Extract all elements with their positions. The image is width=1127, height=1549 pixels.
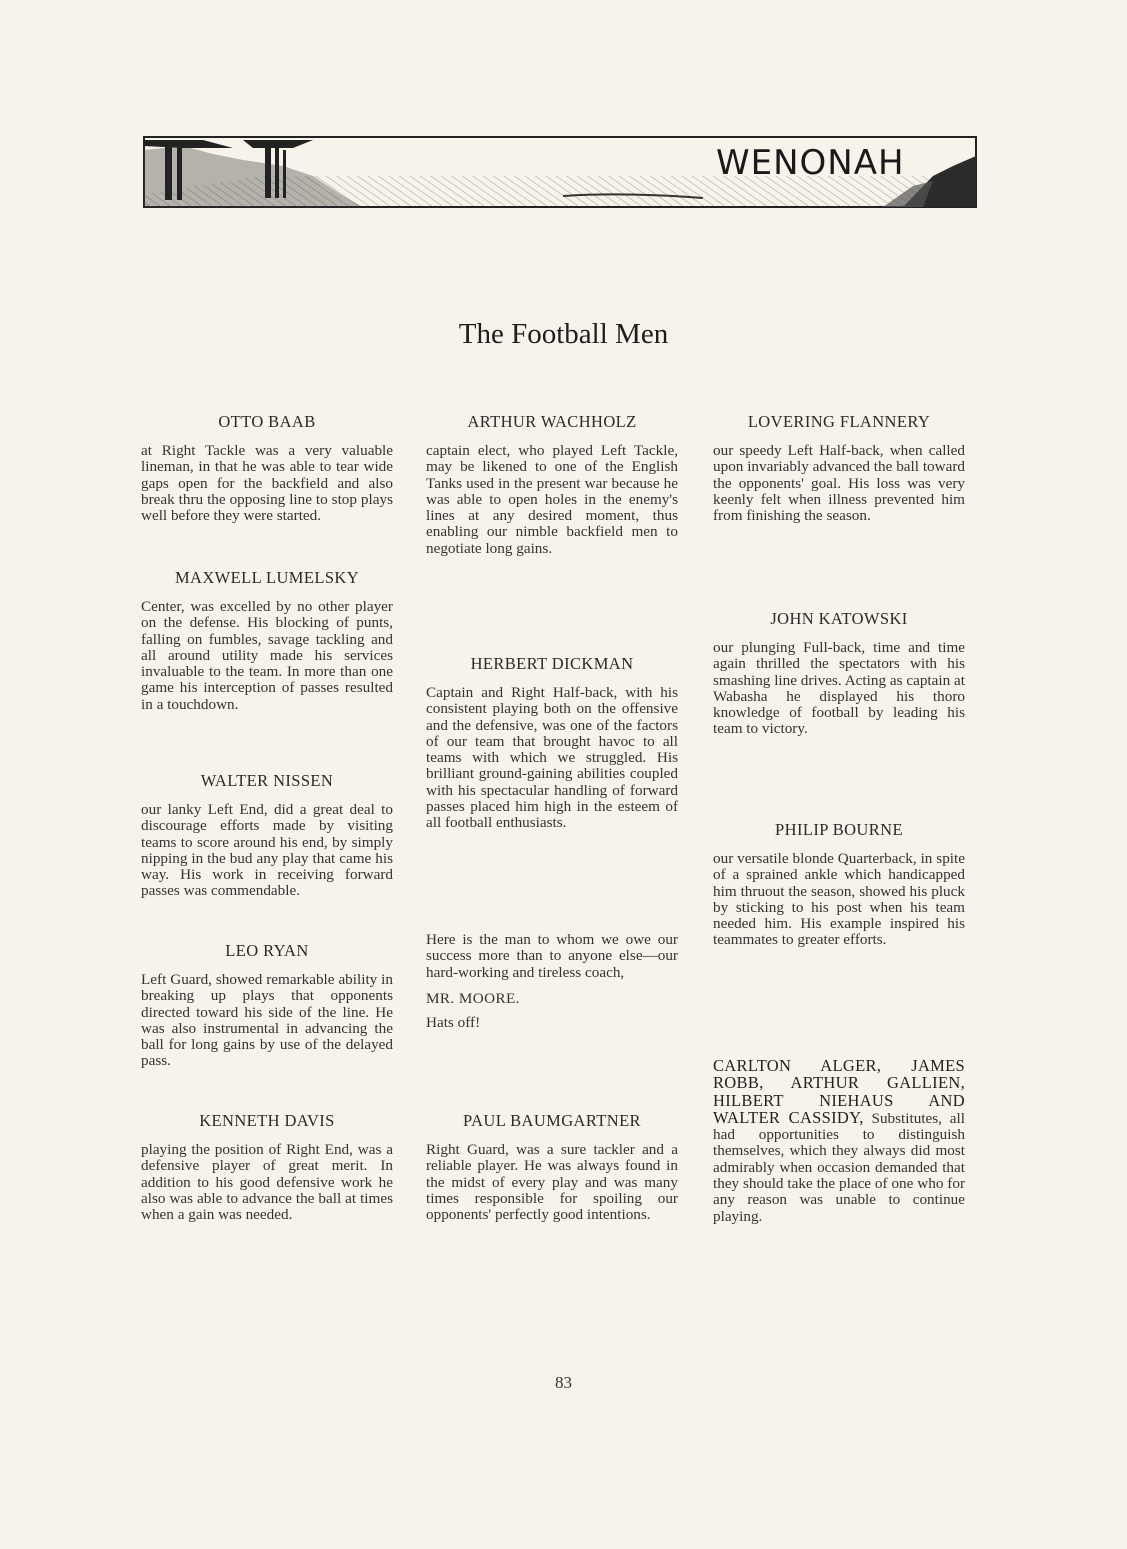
player-name: HERBERT DICKMAN	[470, 654, 634, 673]
player-name: OTTO BAAB	[218, 412, 316, 431]
player-entry	[713, 412, 965, 524]
player-name: WALTER NISSEN	[200, 771, 334, 790]
substitutes-description	[713, 1058, 965, 1225]
player-description: our plunging Full-back, time and time again thrilled the spectators with his smashing line drives. Acting as captain at Wabasha he displayed his thoro knowledge of football by leading his team to victory.	[713, 639, 965, 738]
player-name: JOHN KATOWSKI	[770, 609, 908, 628]
player-entry	[426, 1111, 678, 1223]
player-description: Right Guard, was a sure tackler and a reliable player. He was always found in the midst of every play and was many times responsible for spoiling our opponents' perfectly good intentions.	[426, 1141, 678, 1224]
substitutes-names: CARLTON ALGER, JAMES ROBB, ARTHUR GALLIEN, HILBERT NIEHAUS AND WALTER CASSIDY,	[713, 1056, 965, 1127]
player-description: captain elect, who played Left Tackle, may be likened to one of the English Tanks used in the present war because he was able to open holes in the enemy's lines at any desired moment, thus enabling our nimble backfield men to negotiate long gains.	[426, 442, 678, 557]
player-description: Center, was excelled by no other player on the defense. His blocking of punts, falling on fumbles, savage tackling and all around utility made his services invaluable to the team. In more than one game his interception of passes resulted in a touchdown.	[141, 598, 393, 713]
player-description: Captain and Right Half-back, with his consistent playing both on the offensive and the defensive, was one of the factors of our team that brought havoc to all teams with which we struggled. His brilliant ground-gaining abilities coupled with his spectacular handling of forward passes placed him high in the esteem of all football enthusiasts.	[426, 684, 678, 832]
player-name: LEO RYAN	[225, 941, 309, 960]
player-name: PHILIP BOURNE	[775, 820, 903, 839]
player-entry	[713, 609, 965, 738]
player-description: our lanky Left End, did a great deal to discourage efforts made by visiting teams to score around his end, by simply nipping in the bud any play that came his way. His work in receiving forward passes was commendable.	[141, 801, 393, 900]
player-entry	[141, 568, 393, 713]
player-entry	[141, 941, 393, 1070]
substitutes-text: Substitutes, all had opportunities to distinguish themselves, which they always did most admirably when occasion demanded that they should take the place of one who for any reason was unable to continue playing.	[713, 1109, 965, 1225]
masthead-text: WENONAH	[716, 143, 905, 183]
coach-entry	[426, 932, 678, 1031]
player-name: KENNETH DAVIS	[199, 1111, 335, 1130]
player-name: ARTHUR WACHHOLZ	[467, 412, 637, 431]
wenonah-banner	[143, 136, 977, 208]
player-description: at Right Tackle was a very valuable lineman, in that he was able to tear wide gaps open for the backfield and also break thru the opposing line to stop plays well before they were started.	[141, 442, 393, 525]
player-name: LOVERING FLANNERY	[747, 412, 931, 431]
player-name: MAXWELL LUMELSKY	[174, 568, 360, 587]
page-title: The Football Men	[458, 318, 669, 350]
player-name: PAUL BAUMGARTNER	[463, 1111, 641, 1130]
player-description: our speedy Left Half-back, when called upon invariably advanced the ball toward the opponents' goal. His loss was very keenly felt when illness prevented him from finishing the season.	[713, 442, 965, 525]
player-entry	[141, 412, 393, 524]
coach-intro: Here is the man to whom we owe our success more than to anyone else—our hard-working and tireless coach,	[426, 931, 678, 981]
coach-name: MR. MOORE.	[426, 989, 520, 1007]
player-entry	[713, 820, 965, 949]
coach-outro: Hats off!	[426, 1014, 481, 1032]
player-description: our versatile blonde Quarterback, in spite of a sprained ankle which handicapped him thruout the season, showed his pluck by sticking to his post when his team needed him. His example inspired his teammates to greater efforts.	[713, 850, 965, 949]
player-entry	[426, 654, 678, 832]
player-description: playing the position of Right End, was a defensive player of great merit. In addition to his good defensive work he also was able to advance the ball at times when a gain was needed.	[141, 1141, 393, 1224]
player-entry	[426, 412, 678, 557]
player-description: Left Guard, showed remarkable ability in breaking up plays that opponents directed toward his side of the line. He was also instrumental in advancing the ball for long gains by use of the delayed pass.	[141, 971, 393, 1070]
substitutes-entry	[713, 1058, 965, 1225]
page-number: 83	[555, 1373, 572, 1392]
player-entry	[141, 771, 393, 900]
player-entry	[141, 1111, 393, 1223]
